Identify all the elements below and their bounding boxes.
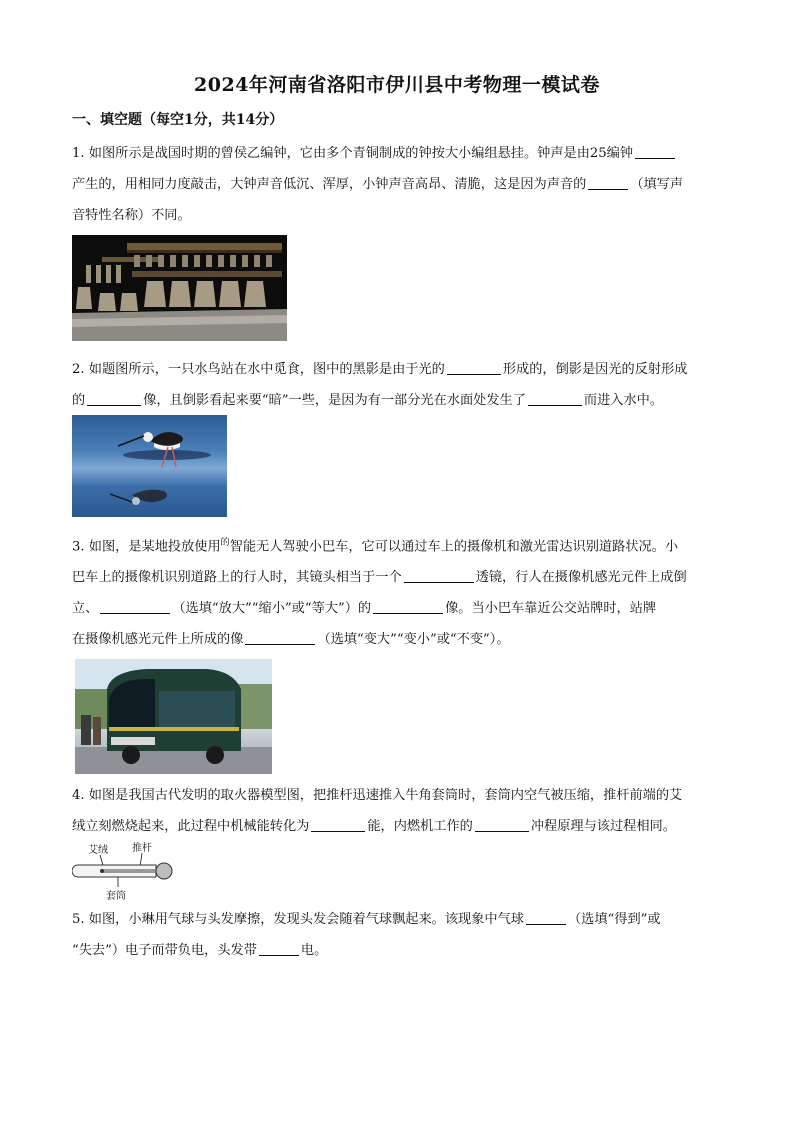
answer-blank[interactable] (373, 599, 443, 614)
question-5: 5. 如图，小琳用气球与头发摩擦，发现头发会随着气球飘起来。该现象中气球 （选填“得到”或 “失去”）电子而带负电，头发带 电。 (72, 912, 661, 958)
answer-blank[interactable] (447, 360, 501, 375)
question-3: 3. 如图，是某地投放使用$^的$智能无人驾驶小巴车，它可以通过车上的摄像机和激光雷达识别道路状况。小 巴车上的摄像机识别道路上的行人时，其镜头相当于一个 透镜，行人在摄像机感光元件上成倒 立、 （选填“放大”“缩小”或“等大”）的 像。当小巴车靠近公交站牌时，站牌 在摄像机感光元件上所成的像 （选填“变大”“变小”或“不变”）。 (72, 538, 687, 648)
answer-blank[interactable] (87, 391, 141, 406)
answer-blank[interactable] (526, 910, 566, 925)
svg-text:套筒: 套筒 (106, 891, 126, 902)
fire-piston-diagram (72, 841, 177, 903)
answer-blank[interactable] (259, 941, 299, 956)
svg-text:推杆: 推杆 (132, 843, 152, 854)
page-title: 2024年河南省洛阳市伊川县中考物理一模试卷 (194, 74, 600, 96)
minibus-photo (75, 659, 272, 774)
question-2: 2. 如题图所示，一只水鸟站在水中觅食，图中的黑影是由于光的 形成的，倒影是因光的反射形成 的 像，且倒影看起来要“暗”一些，是因为有一部分光在水面处发生了 而进入水中。 (72, 362, 688, 408)
answer-blank[interactable] (245, 630, 315, 645)
answer-blank[interactable] (528, 391, 582, 406)
svg-text:艾绒: 艾绒 (88, 845, 108, 856)
question-1: 1. 如图所示是战国时期的曾侯乙编钟，它由多个青铜制成的钟按大小编组悬挂。钟声是由25编钟 产生的，用相同力度敲击，大钟声音低沉、浑厚，小钟声音高昂、清脆，这是因为声音的 （填写声 音特性名称）不同。 (72, 146, 684, 223)
answer-blank[interactable] (475, 817, 529, 832)
question-4: 4. 如图是我国古代发明的取火器模型图，把推杆迅速推入牛角套筒时，套筒内空气被压缩，推杆前端的艾 绒立刻燃烧起来，此过程中机械能转化为 能，内燃机工作的 冲程原理与该过程相同。 (72, 788, 683, 834)
answer-blank[interactable] (100, 599, 170, 614)
bronze-bells-photo (72, 235, 287, 341)
answer-blank[interactable] (588, 175, 628, 190)
answer-blank[interactable] (404, 568, 474, 583)
water-bird-photo (72, 415, 227, 517)
answer-blank[interactable] (635, 144, 675, 159)
section-heading: 一、填空题（每空1分，共14分） (72, 112, 284, 128)
answer-blank[interactable] (311, 817, 365, 832)
